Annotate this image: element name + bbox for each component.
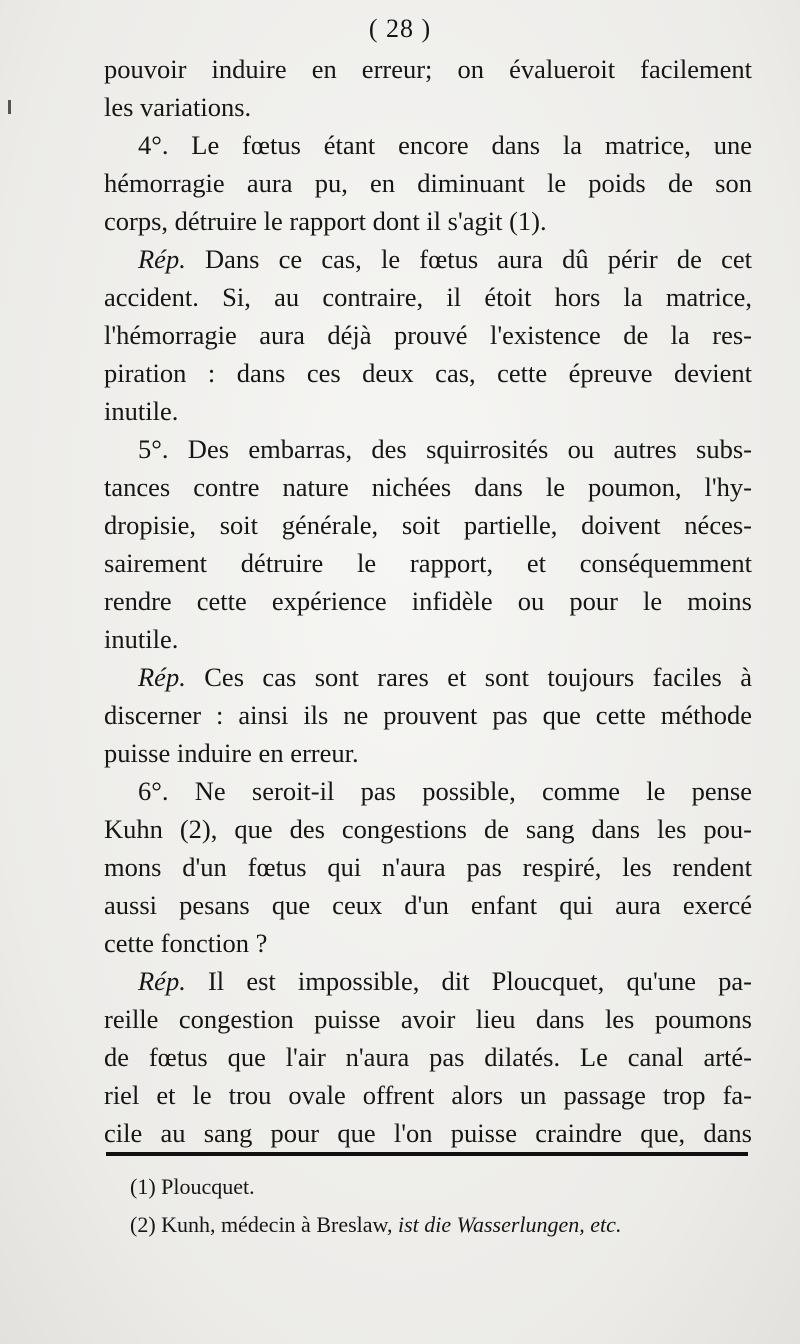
text-line: cette fonction ? [104,928,268,958]
text-line: Rép. Il est impossible, dit Ploucquet, qu'une pa- [138,966,752,996]
footnote-2: (2) Kunh, médecin à Breslaw, ist die Wasserlungen, etc. [130,1212,622,1237]
text-line: tances contre nature nichées dans le poumon, l'hy- [104,472,752,502]
text-line: rendre cette expérience infidèle ou pour le moins [104,586,752,616]
text-line: 4°. Le fœtus étant encore dans la matrice, une [138,130,752,160]
text-line: 6°. Ne seroit-il pas possible, comme le pense [138,776,752,806]
footnote-1: (1) Ploucquet. [130,1174,255,1199]
text-line: mons d'un fœtus qui n'aura pas respiré, les rendent [104,852,752,882]
text-line: de fœtus que l'air n'aura pas dilatés. Le canal arté- [104,1042,752,1072]
text-line: Rép. Ces cas sont rares et sont toujours faciles à [138,662,752,692]
text-line: piration : dans ces deux cas, cette épreuve devient [104,358,752,388]
text-line: l'hémorragie aura déjà prouvé l'existence de la res- [104,320,752,350]
text-line: Rép. Dans ce cas, le fœtus aura dû périr de cet [138,244,752,274]
text-line: inutile. [104,396,179,426]
text-line: 5°. Des embarras, des squirrosités ou autres subs- [138,434,752,464]
text-line: pouvoir induire en erreur; on évalueroit facilement [104,54,752,84]
text-line: sairement détruire le rapport, et conséquemment [104,548,752,578]
text-line: inutile. [104,624,179,654]
page-body [104,50,752,1152]
text-line: discerner : ainsi ils ne prouvent pas que cette méthode [104,700,752,730]
text-line: riel et le trou ovale offrent alors un passage trop fa- [104,1080,752,1110]
text-line: Kuhn (2), que des congestions de sang dans les pou- [104,814,752,844]
text-line: puisse induire en erreur. [104,738,359,768]
footnote-rule [106,1152,748,1156]
text-line: reille congestion puisse avoir lieu dans les poumons [104,1004,752,1034]
text-line: aussi pesans que ceux d'un enfant qui aura exercé [104,890,752,920]
text-line: cile au sang pour que l'on puisse craindre que, dans [104,1118,752,1148]
text-line: hémorragie aura pu, en diminuant le poids de son [104,168,752,198]
text-line: dropisie, soit générale, soit partielle, doivent néces- [104,510,752,540]
margin-mark [8,100,11,114]
text-line: accident. Si, au contraire, il étoit hors la matrice, [104,282,752,312]
text-line: corps, détruire le rapport dont il s'agit (1). [104,206,547,236]
page-number: ( 28 ) [368,14,432,43]
footnotes [130,1168,770,1244]
text-line: les variations. [104,92,252,122]
